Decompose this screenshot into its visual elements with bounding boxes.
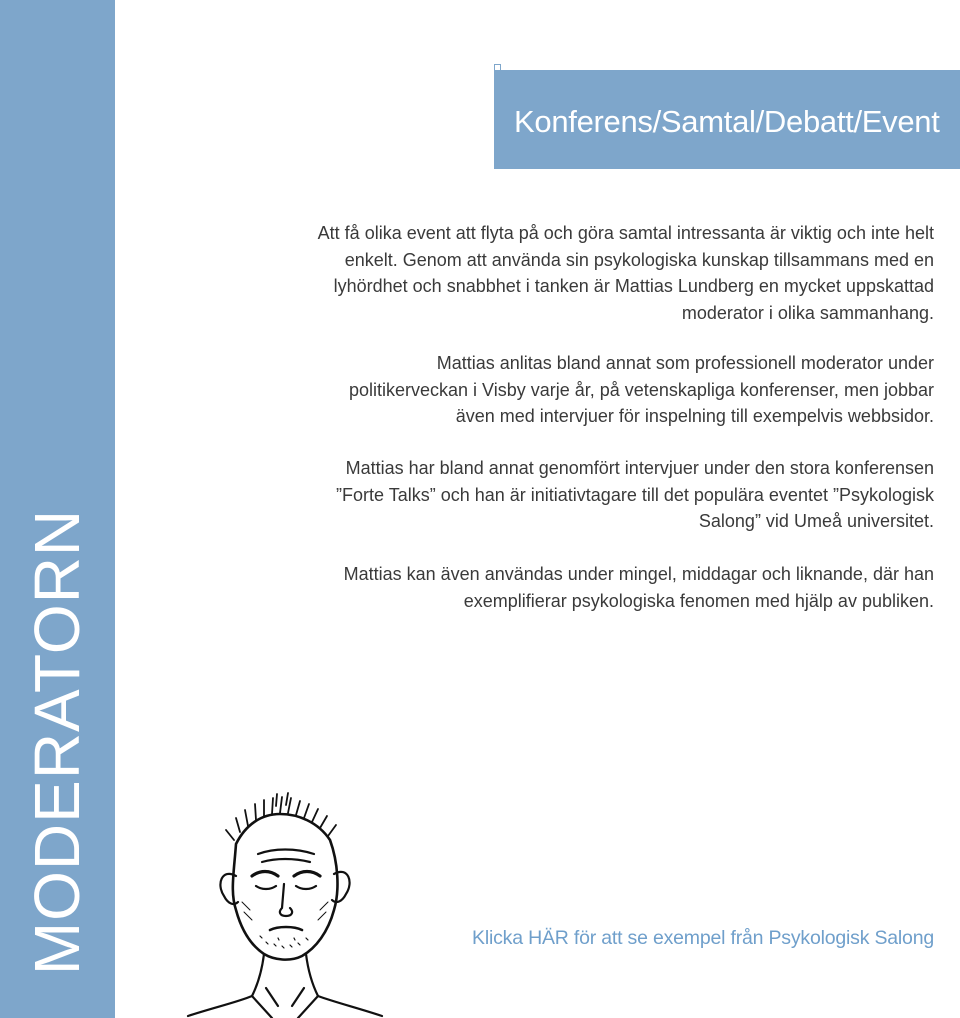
header-banner [494,70,960,169]
paragraph-interviews: Mattias har bland annat genomfört intervjuer under den stora konferensen ”Forte Talks” och han är initiativtagare till det populära eventet ”Psykologisk Salong” vid Umeå universitet. [336,458,934,531]
sidebar-title-text: MODERATORN [21,508,93,976]
sidebar-title [0,0,115,1018]
psykologisk-salong-link[interactable]: Klicka HÄR för att se exempel från Psykologisk Salong [472,927,934,949]
paragraph-assignments: Mattias anlitas bland annat som professionell moderator under politikerveckan i Visby varje år, på vetenskapliga konferenser, men jobbar även med intervjuer för inspelning till exempelvis webbsidor. [349,353,934,426]
portrait-sketch-icon [178,792,388,1018]
paragraph-mingle: Mattias kan även användas under mingel, middagar och liknande, där han exemplifierar psykologiska fenomen med hjälp av publiken. [343,564,934,611]
page-title: Konferens/Samtal/Debatt/Event [514,104,940,139]
intro-paragraph: Att få olika event att flyta på och göra samtal intressanta är viktig och inte helt enkelt. Genom att använda sin psykologiska kunskap tillsammans med en lyhördhet och snabbhet i tanken är Mattias Lundberg en mycket uppskattad moderator i olika sammanhang. [317,223,934,323]
